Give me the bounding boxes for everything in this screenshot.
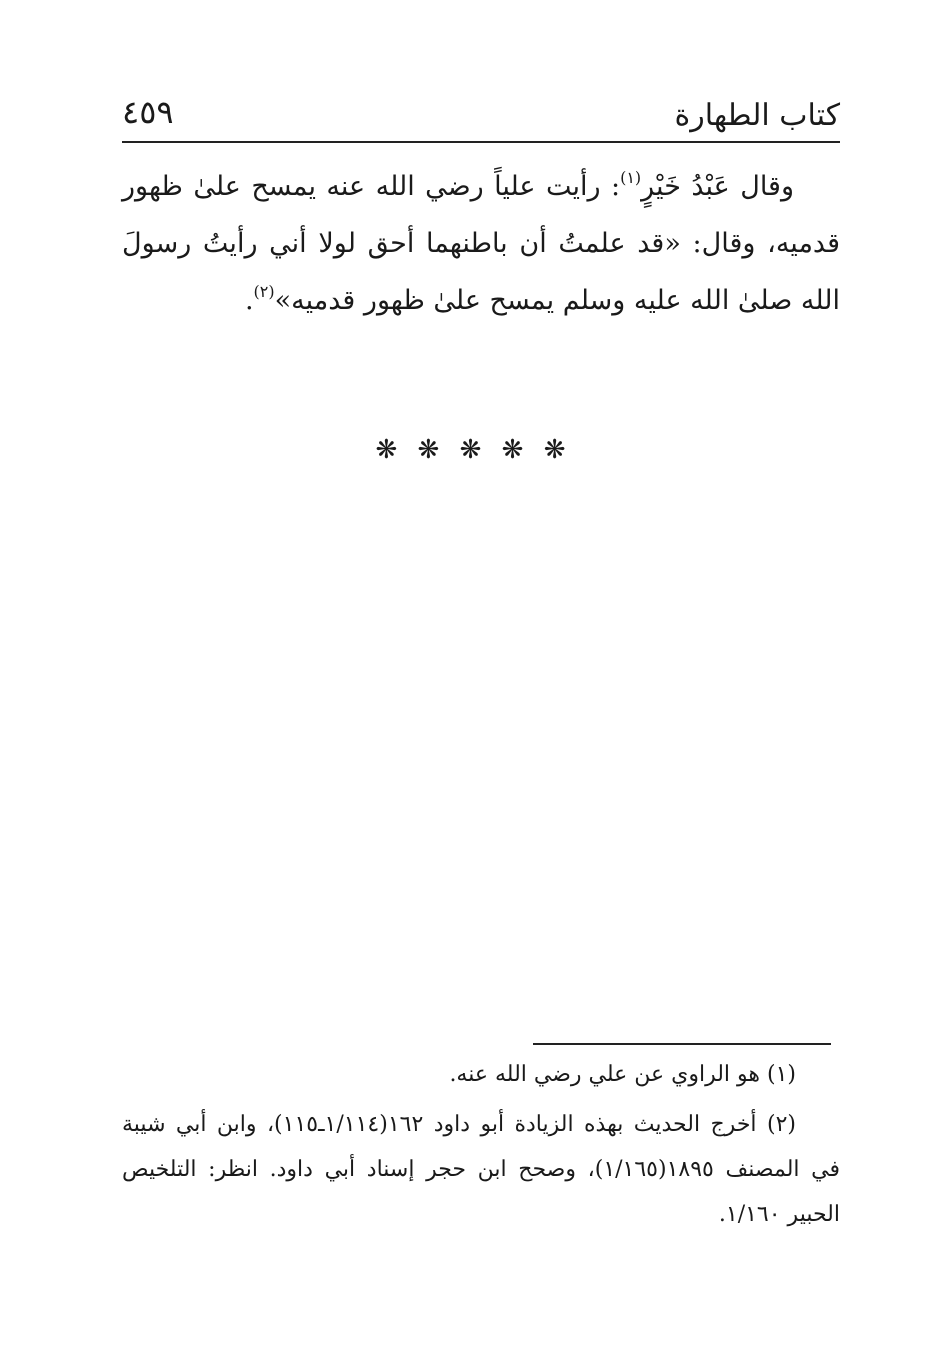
paragraph-text-end: . xyxy=(244,285,254,316)
footnote-marker-2: (٢) xyxy=(766,1112,796,1137)
footnote-2 xyxy=(122,1102,840,1237)
header-rule xyxy=(122,141,840,143)
footnote-reference-2: (٢) xyxy=(253,282,275,301)
body-paragraph xyxy=(122,158,840,329)
section-separator: ❋ ❋ ❋ ❋ ❋ xyxy=(375,435,572,465)
paragraph-text-main: : رأيت علياً رضي الله عنه يمسح علىٰ ظهور قدميه، وقال: «قد علمتُ أن باطنهما أحق لولا أني رأيتُ رسولَ الله صلىٰ الله عليه وسلم يمسح علىٰ ظهور قدميه» xyxy=(122,171,840,316)
footnote-reference-1: (١) xyxy=(620,168,642,187)
paragraph-text-start: وقال عَبْدُ خَيْرٍ xyxy=(641,171,794,202)
footnotes xyxy=(122,1052,840,1237)
main-text xyxy=(122,158,840,329)
footnote-rule xyxy=(533,1043,831,1045)
page-header xyxy=(122,92,840,140)
page-number: ٤٥٩ xyxy=(122,93,174,131)
footnote-marker-1: (١) xyxy=(766,1062,796,1087)
footnote-1 xyxy=(122,1052,840,1097)
footnote-text-2: أخرج الحديث بهذه الزيادة أبو داود ١٦٢(١/١١٤ـ١١٥)، وابن أبي شيبة في المصنف ١٨٩٥(١/١٦٥)، وصحح ابن حجر إسناد أبي داود. انظر: التلخيص الحبير ١/١٦٠. xyxy=(122,1112,840,1227)
running-title: كتاب الطهارة xyxy=(674,98,840,133)
footnote-text-1: هو الراوي عن علي رضي الله عنه. xyxy=(449,1062,760,1087)
